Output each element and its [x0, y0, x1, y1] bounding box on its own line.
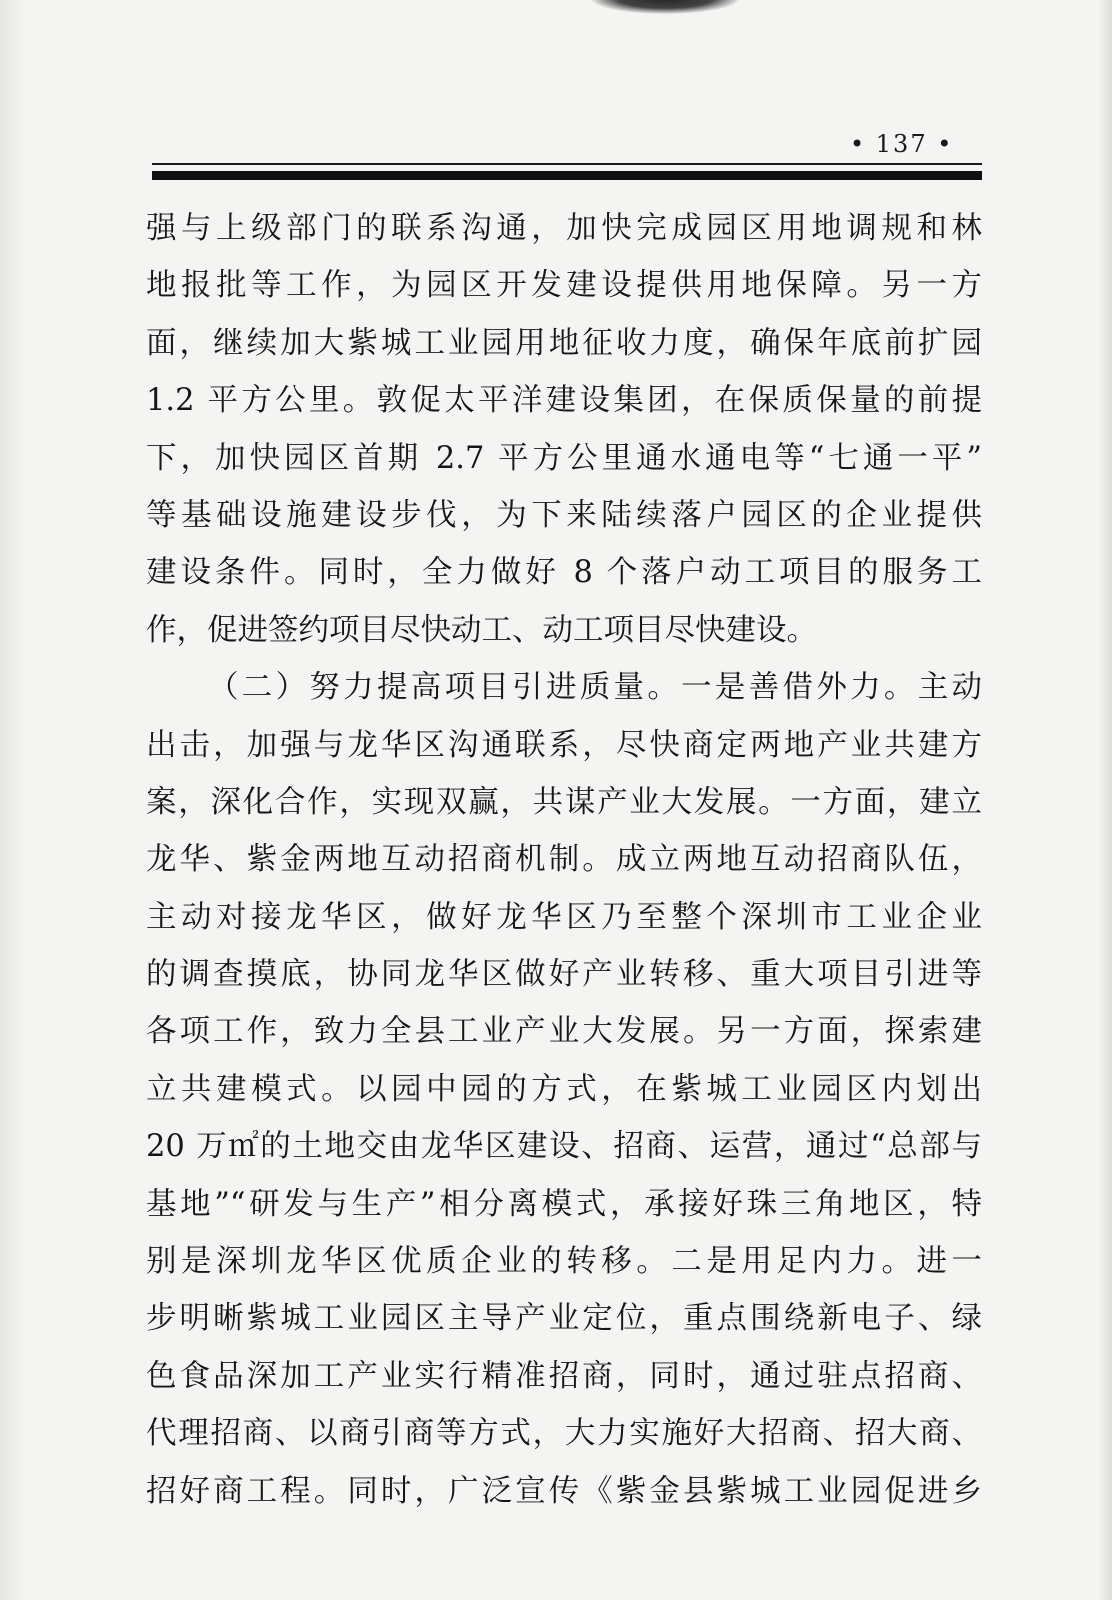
text-line: 建设条件。同时，全力做好 8 个落户动工项目的服务工 [146, 555, 982, 591]
text-line: 下，加快园区首期 2.7 平方公里通水通电等“七通一平” [146, 440, 982, 476]
text-line: 别是深圳龙华区优质企业的转移。二是用足内力。进一 [146, 1244, 982, 1280]
section-heading: （二）努力提高项目引进质量。 [208, 670, 682, 706]
text-line: 代理招商、以商引商等方式，大力实施好大招商、招大商、 [146, 1416, 982, 1452]
text-line: 等基础设施建设步伐，为下来陆续落户园区的企业提供 [146, 497, 982, 533]
text-line: 步明晰紫城工业园区主导产业定位，重点围绕新电子、绿 [146, 1301, 982, 1337]
section-heading-line [146, 659, 982, 716]
header-rule-thick [152, 171, 982, 180]
text-line: 主动对接龙华区，做好龙华区乃至整个深圳市工业企业 [146, 899, 982, 935]
text-line: 招好商工程。同时，广泛宣传《紫金县紫城工业园促进乡 [146, 1473, 982, 1509]
text-line: 的调查摸底，协同龙华区做好产业转移、重大项目引进等 [146, 957, 982, 993]
text-line: 各项工作，致力全县工业产业大发展。另一方面，探索建 [146, 1014, 982, 1050]
text-run: 一是善借外力。主动 [681, 670, 982, 706]
text-line: 作，促进签约项目尽快动工、动工项目尽快建设。 [146, 612, 817, 648]
text-line: 出击，加强与龙华区沟通联系，尽快商定两地产业共建方 [146, 727, 982, 763]
text-line: 1.2 平方公里。敦促太平洋建设集团，在保质保量的前提 [146, 383, 982, 419]
text-line: 色食品深加工产业实行精准招商，同时，通过驻点招商、 [146, 1358, 982, 1394]
text-line: 20 万㎡的土地交由龙华区建设、招商、运营，通过“总部与 [146, 1129, 982, 1165]
text-line: 案，深化合作，实现双赢，共谋产业大发展。一方面，建立 [146, 784, 982, 820]
page-number: • 137 • [850, 130, 954, 158]
text-line: 地报批等工作，为园区开发建设提供用地保障。另一方 [146, 268, 982, 304]
text-line: 基地”“研发与生产”相分离模式，承接好珠三角地区，特 [146, 1186, 982, 1222]
body-text [146, 200, 982, 1520]
header-rule-thin [152, 163, 982, 165]
text-line: 面，继续加大紫城工业园用地征收力度，确保年底前扩园 [146, 325, 982, 361]
text-line: 立共建模式。以园中园的方式，在紫城工业园区内划出 [146, 1071, 982, 1107]
text-line: 龙华、紫金两地互动招商机制。成立两地互动招商队伍， [146, 842, 982, 878]
text-line: 强与上级部门的联系沟通，加快完成园区用地调规和林 [146, 211, 982, 246]
